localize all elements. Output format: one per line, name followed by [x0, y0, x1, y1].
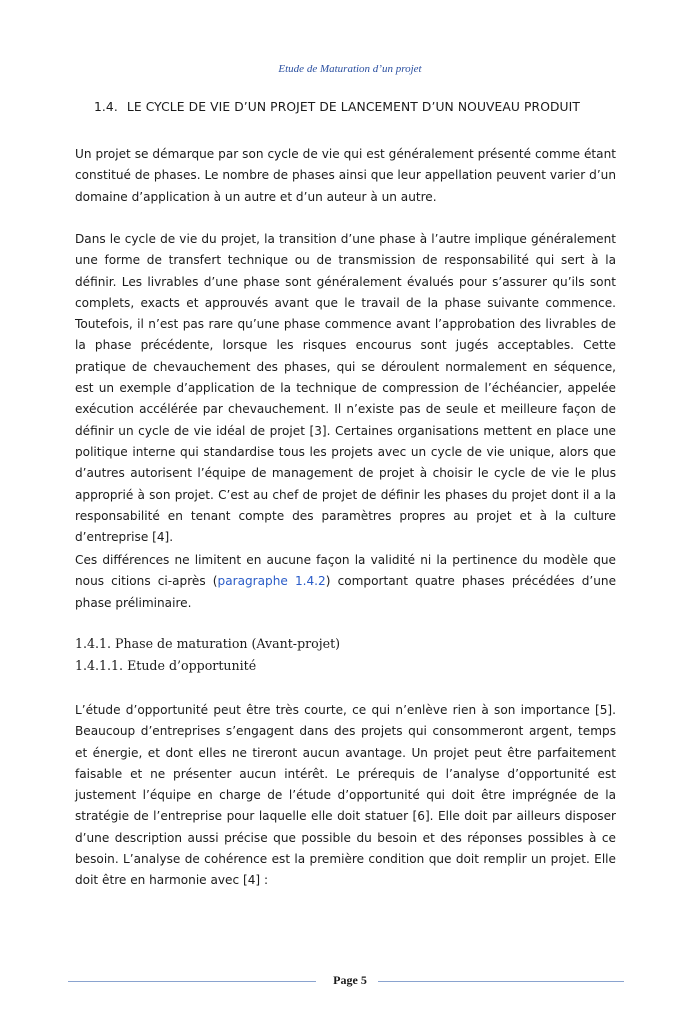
subheading-maturation-phase: 1.4.1. Phase de maturation (Avant-projet) — [75, 636, 341, 651]
section-title-text: LE CYCLE DE VIE D’UN PROJET DE LANCEMENT D’UN NOUVEAU PRODUIT — [126, 100, 580, 114]
paragraph-differences-end: ) comportant quatre phases précédées d’une phase préliminaire. — [75, 574, 617, 610]
paragraph-intro: Un projet se démarque par son cycle de vie qui est généralement présenté comme étant constitué de phases. Le nombre de phases ainsi que leur appellation peuvent varier d’un domaine d’application à un autre et d’un auteur à un autre. — [75, 147, 616, 204]
paragraph-differences-start: Ces différences ne limitent en aucune façon la validité ni la pertinence du modèle que nous citions ci-après ( — [75, 553, 616, 589]
paragraph-reference-link[interactable]: paragraphe 1.4.2 — [217, 574, 326, 589]
page-number: Page 5 — [333, 973, 367, 987]
paragraph-life-cycle: Dans le cycle de vie du projet, la transition d’une phase à l’autre implique généralement une forme de transfert technique ou de transmission de responsabilité qui sert à la définir. Les livrables d’une phase sont généralement évalués pour s’assurer qu’ils sont complets, exacts et approuvés avant que le travail de la phase suivante commence. Toutefois, il n’est pas rare qu’une phase commence avant l’approbation des livrables de la phase précédente, lorsque les risques encourus sont jugés acceptables. Cette pratique de chevauchement des phases, qui se déroulent normalement en séquence, est un exemple d’application de la technique de compression de l’échéancier, appelée exécution accélérée par chevauchement. Il n’existe pas de seule et meilleure façon de définir un cycle de vie idéal de projet [3]. Certaines organisations mettent en place une politique interne qui standardise tous les projets avec un cycle de vie unique, alors que d’autres autorisent l’équipe de management de projet à choisir le cycle de vie le plus approprié à son projet. C’est au chef de projet de définir les phases du projet dont il a la responsabilité en tenant compte des paramètres propres au projet et à la culture d’entreprise [4]. — [75, 232, 616, 545]
section-heading — [94, 100, 654, 114]
section-number: 1.4. — [94, 100, 118, 114]
paragraph-differences — [75, 550, 616, 614]
running-header: Etude de Maturation d’un projet — [278, 63, 422, 75]
subheading-opportunity-study: 1.4.1.1. Etude d’opportunité — [75, 658, 257, 673]
paragraph-opportunity-study: L’étude d’opportunité peut être très courte, ce qui n’enlève rien à son importance [5]. Beaucoup d’entreprises s’engagent dans des projets qui consommeront argent, temps et énergie, et dont elles ne tireront aucun avantage. Un projet peut être parfaitement faisable et ne présenter aucun intérêt. Le prérequis de l’analyse d’opportunité est justement l’équipe en charge de l’étude d’opportunité qui doit être imprégnée de la stratégie de l’entreprise pour laquelle elle doit statuer [6]. Elle doit par ailleurs disposer d’une description aussi précise que possible du besoin et des réponses possibles à ce besoin. L’analyse de cohérence est la première condition que doit remplir un projet. Elle doit être en harmonie avec [4] : — [75, 703, 616, 888]
footer-rule-right — [378, 981, 624, 982]
